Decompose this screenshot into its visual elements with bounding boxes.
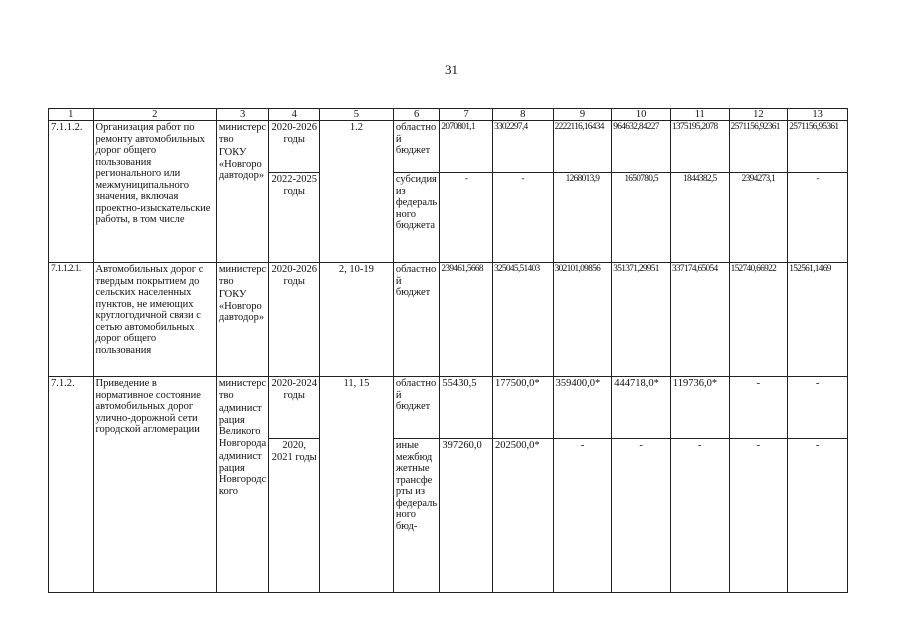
row-name: Организация работ по ремонту автомобильных дорог общего пользования регионального или межмуниципального значения, включая проектно-изыскательские работы, в том числе: [93, 121, 216, 263]
value-cell: 397260,0: [440, 439, 493, 593]
value-cell: 444718,0*: [612, 377, 671, 439]
executor-text: ГОКУ «Новгородавтодор»: [218, 147, 265, 181]
value-cell: 337174,65054: [670, 263, 729, 377]
header-cell: 1: [49, 109, 94, 121]
value-cell: -: [729, 377, 788, 439]
page-number: 31: [445, 62, 458, 77]
value-cell: -: [729, 439, 788, 593]
budget-table: [48, 108, 848, 593]
row-period: 2022-2025 годы: [269, 173, 320, 263]
executor-text: администрация Великого Новгорода: [218, 403, 267, 449]
value-cell: -: [788, 377, 848, 439]
value-cell: 119736,0*: [670, 377, 729, 439]
header-cell: 12: [729, 109, 788, 121]
header-cell: 11: [670, 109, 729, 121]
row-name: Приведение в нормативное состояние автомобильных дорог улично-дорожной сети городской агломерации: [93, 377, 216, 593]
header-cell: 6: [393, 109, 440, 121]
header-cell: 10: [612, 109, 671, 121]
value-cell: 152561,1469: [788, 263, 848, 377]
row-code: 7.1.2.: [49, 377, 94, 593]
value-cell: 2222116,16434: [553, 121, 612, 173]
row-target: 1.2: [320, 121, 394, 263]
row-name: Автомобильных дорог с твердым покрытием до сельских населенных пунктов, не имеющих круглогодичной связи с сетью автомобильных дорог общего пользования: [93, 263, 216, 377]
header-cell: 8: [492, 109, 553, 121]
header-cell: 5: [320, 109, 394, 121]
header-cell: 9: [553, 109, 612, 121]
value-cell: -: [788, 173, 848, 263]
header-cell: 2: [93, 109, 216, 121]
value-cell: 177500,0*: [492, 377, 553, 439]
value-cell: 2571156,95361: [788, 121, 848, 173]
executor-text: администрация Новгородского: [218, 451, 267, 497]
value-cell: 3302297,4: [492, 121, 553, 173]
header-cell: 7: [440, 109, 493, 121]
row-target: 2, 10-19: [320, 263, 394, 377]
row-code: 7.1.1.2.1.: [49, 263, 94, 377]
value-cell: -: [553, 439, 612, 593]
value-cell: -: [788, 439, 848, 593]
executor-text: министерство: [218, 378, 267, 401]
value-cell: 2394273,1: [729, 173, 788, 263]
value-cell: 351371,29951: [612, 263, 671, 377]
row-executor: [216, 263, 269, 377]
row-period: 2020-2024 годы: [269, 377, 320, 439]
row-period: 2020, 2021 годы: [269, 439, 320, 593]
row-executor: [216, 121, 269, 263]
value-cell: 239461,5668: [440, 263, 493, 377]
executor-text: министерство: [218, 264, 267, 287]
value-cell: -: [612, 439, 671, 593]
row-period: 2020-2026 годы: [269, 121, 320, 173]
value-cell: -: [492, 173, 553, 263]
row-source: субсидия из федерального бюджета: [393, 173, 440, 263]
value-cell: 359400,0*: [553, 377, 612, 439]
row-target: 11, 15: [320, 377, 394, 593]
row-source: иные межбюджетные трансферты из федерального бюд-: [393, 439, 440, 593]
value-cell: 1375195,2078: [670, 121, 729, 173]
table-row: [49, 377, 848, 439]
value-cell: 55430,5: [440, 377, 493, 439]
value-cell: 2070801,1: [440, 121, 493, 173]
row-code: 7.1.1.2.: [49, 121, 94, 263]
value-cell: -: [670, 439, 729, 593]
row-period: 2020-2026 годы: [269, 263, 320, 377]
executor-text: ГОКУ «Новгородавтодор»: [218, 289, 265, 323]
row-source: областной бюджет: [393, 377, 440, 439]
value-cell: 202500,0*: [492, 439, 553, 593]
value-cell: -: [440, 173, 493, 263]
row-executor: [216, 377, 269, 593]
value-cell: 964632,84227: [612, 121, 671, 173]
header-cell: 13: [788, 109, 848, 121]
table-row: [49, 121, 848, 173]
value-cell: 2571156,92361: [729, 121, 788, 173]
table-row: [49, 263, 848, 377]
row-source: областной бюджет: [393, 121, 440, 173]
value-cell: 1268013,9: [553, 173, 612, 263]
value-cell: 1844382,5: [670, 173, 729, 263]
value-cell: 302101,09856: [553, 263, 612, 377]
executor-text: министерство: [218, 122, 267, 145]
header-cell: 4: [269, 109, 320, 121]
value-cell: 1650780,5: [612, 173, 671, 263]
header-cell: 3: [216, 109, 269, 121]
header-row: [49, 109, 848, 121]
value-cell: 152740,66922: [729, 263, 788, 377]
row-source: областной бюджет: [393, 263, 440, 377]
value-cell: 325045,51403: [492, 263, 553, 377]
